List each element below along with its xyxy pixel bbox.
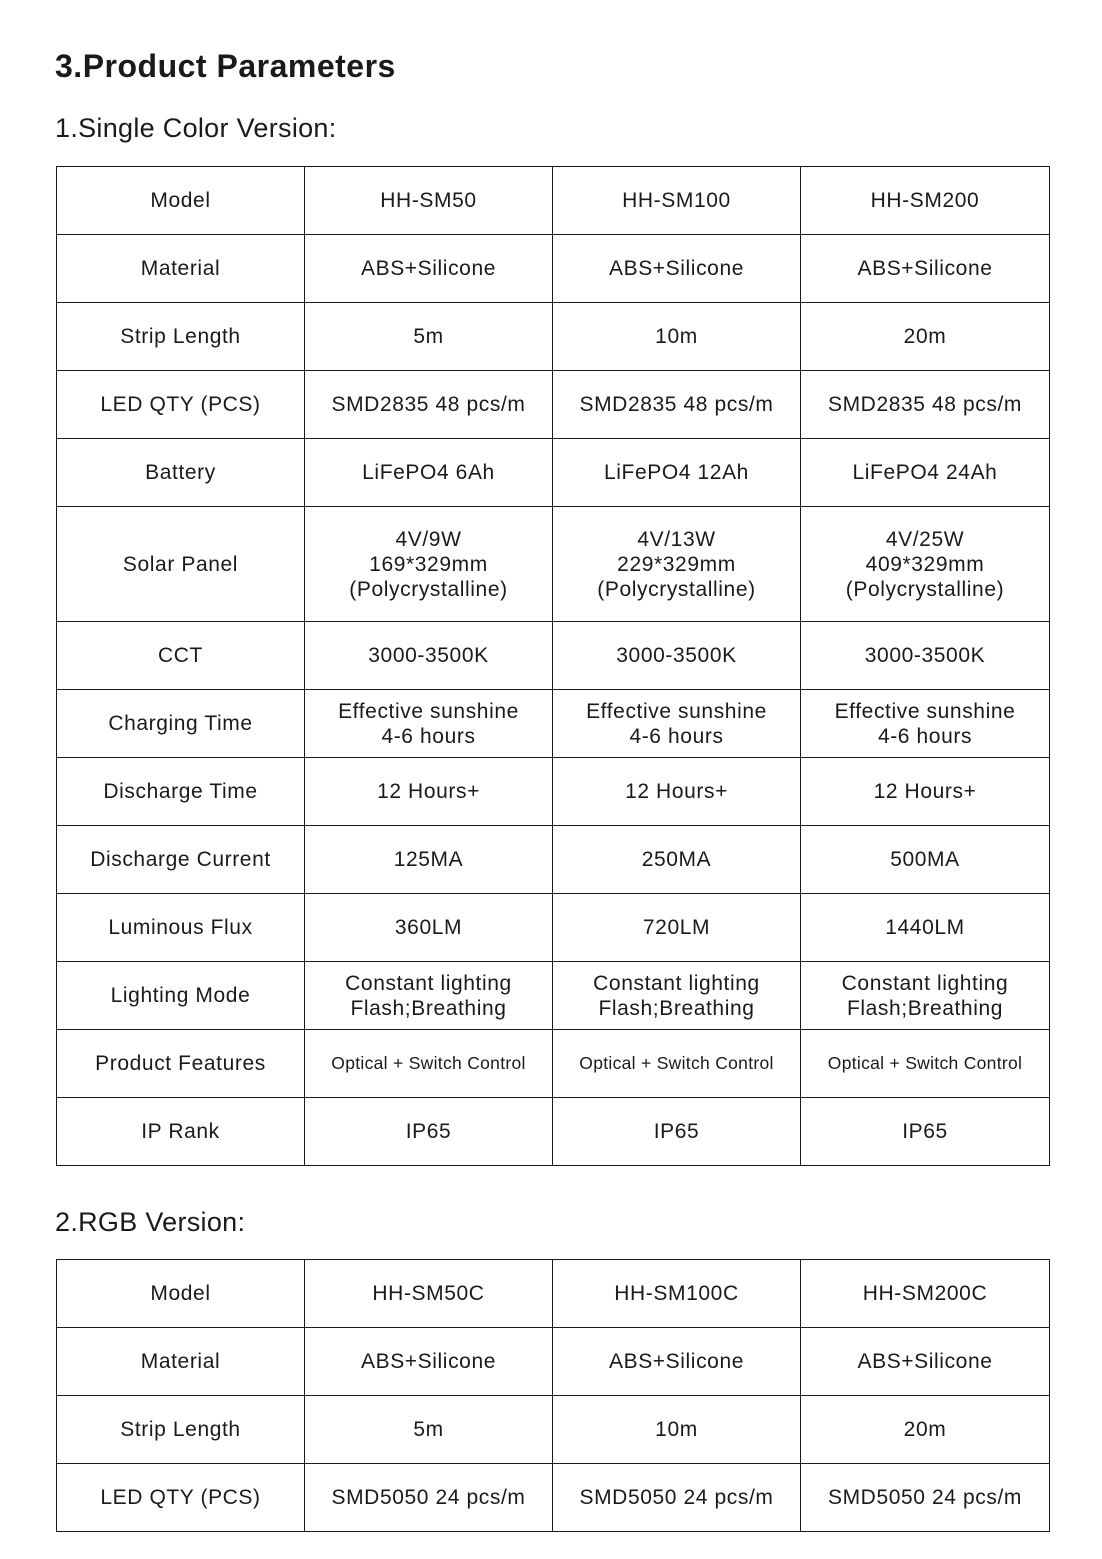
- table-row: [57, 235, 1050, 303]
- table-cell: 250MA: [553, 826, 801, 894]
- table-row: [57, 826, 1050, 894]
- table-cell: HH-SM100: [553, 167, 801, 235]
- table-row: [57, 690, 1050, 758]
- table-cell: 10m: [553, 303, 801, 371]
- table-cell: 20m: [801, 303, 1050, 371]
- table-cell: Constant lighting Flash;Breathing: [801, 962, 1050, 1030]
- table-cell: 4V/9W 169*329mm (Polycrystalline): [305, 507, 553, 622]
- table-cell: LiFePO4 6Ah: [305, 439, 553, 507]
- row-label: Battery: [57, 439, 305, 507]
- table-row: [57, 894, 1050, 962]
- table-cell: Effective sunshine 4-6 hours: [553, 690, 801, 758]
- table-cell: SMD5050 24 pcs/m: [305, 1464, 553, 1532]
- single-color-spec-table: [56, 166, 1050, 1166]
- row-label: Model: [57, 167, 305, 235]
- table-cell: SMD2835 48 pcs/m: [305, 371, 553, 439]
- table-row: [57, 303, 1050, 371]
- single-color-heading: 1.Single Color Version:: [55, 113, 337, 143]
- page-title: 3.Product Parameters: [55, 48, 396, 84]
- row-label: Material: [57, 1328, 305, 1396]
- table-cell: 10m: [553, 1396, 801, 1464]
- table-row: [57, 1260, 1050, 1328]
- table-cell: IP65: [305, 1098, 553, 1166]
- row-label: Material: [57, 235, 305, 303]
- table-cell: 720LM: [553, 894, 801, 962]
- table-cell: HH-SM200: [801, 167, 1050, 235]
- rgb-spec-table: [56, 1259, 1050, 1532]
- row-label: Strip Length: [57, 303, 305, 371]
- table-cell: SMD2835 48 pcs/m: [801, 371, 1050, 439]
- table-cell: 3000-3500K: [305, 622, 553, 690]
- table-cell: ABS+Silicone: [305, 1328, 553, 1396]
- table-row: [57, 1464, 1050, 1532]
- table-cell: 5m: [305, 303, 553, 371]
- table-row: [57, 622, 1050, 690]
- row-label: Model: [57, 1260, 305, 1328]
- table-cell: ABS+Silicone: [801, 235, 1050, 303]
- row-label: Discharge Time: [57, 758, 305, 826]
- table-cell: HH-SM50: [305, 167, 553, 235]
- table-cell: 4V/13W 229*329mm (Polycrystalline): [553, 507, 801, 622]
- table-cell: 5m: [305, 1396, 553, 1464]
- table-cell: HH-SM50C: [305, 1260, 553, 1328]
- table-row: [57, 1396, 1050, 1464]
- table-row: [57, 962, 1050, 1030]
- table-cell: 12 Hours+: [801, 758, 1050, 826]
- row-label: LED QTY (PCS): [57, 1464, 305, 1532]
- table-cell: Optical + Switch Control: [801, 1030, 1050, 1098]
- table-cell: 3000-3500K: [801, 622, 1050, 690]
- table-cell: SMD5050 24 pcs/m: [801, 1464, 1050, 1532]
- table-cell: Constant lighting Flash;Breathing: [553, 962, 801, 1030]
- table-cell: 500MA: [801, 826, 1050, 894]
- table-row: [57, 507, 1050, 622]
- table-cell: Effective sunshine 4-6 hours: [305, 690, 553, 758]
- table-cell: Optical + Switch Control: [553, 1030, 801, 1098]
- table-cell: Effective sunshine 4-6 hours: [801, 690, 1050, 758]
- rgb-heading: 2.RGB Version:: [55, 1207, 246, 1237]
- row-label: IP Rank: [57, 1098, 305, 1166]
- table-cell: IP65: [801, 1098, 1050, 1166]
- row-label: CCT: [57, 622, 305, 690]
- row-label: Luminous Flux: [57, 894, 305, 962]
- table-row: [57, 758, 1050, 826]
- table-cell: 20m: [801, 1396, 1050, 1464]
- table-cell: 360LM: [305, 894, 553, 962]
- table-cell: SMD2835 48 pcs/m: [553, 371, 801, 439]
- table-row: [57, 1030, 1050, 1098]
- table-row: [57, 167, 1050, 235]
- table-cell: ABS+Silicone: [553, 1328, 801, 1396]
- row-label: Discharge Current: [57, 826, 305, 894]
- table-cell: 12 Hours+: [553, 758, 801, 826]
- table-cell: Constant lighting Flash;Breathing: [305, 962, 553, 1030]
- row-label: Strip Length: [57, 1396, 305, 1464]
- table-cell: 3000-3500K: [553, 622, 801, 690]
- table-cell: IP65: [553, 1098, 801, 1166]
- table-row: [57, 1098, 1050, 1166]
- table-cell: Optical + Switch Control: [305, 1030, 553, 1098]
- row-label: Product Features: [57, 1030, 305, 1098]
- table-cell: LiFePO4 12Ah: [553, 439, 801, 507]
- table-cell: LiFePO4 24Ah: [801, 439, 1050, 507]
- row-label: LED QTY (PCS): [57, 371, 305, 439]
- table-cell: ABS+Silicone: [553, 235, 801, 303]
- table-cell: 12 Hours+: [305, 758, 553, 826]
- table-cell: HH-SM200C: [801, 1260, 1050, 1328]
- table-cell: ABS+Silicone: [801, 1328, 1050, 1396]
- row-label: Solar Panel: [57, 507, 305, 622]
- table-row: [57, 371, 1050, 439]
- table-cell: SMD5050 24 pcs/m: [553, 1464, 801, 1532]
- table-cell: HH-SM100C: [553, 1260, 801, 1328]
- row-label: Lighting Mode: [57, 962, 305, 1030]
- row-label: Charging Time: [57, 690, 305, 758]
- table-cell: 1440LM: [801, 894, 1050, 962]
- table-row: [57, 1328, 1050, 1396]
- table-cell: 4V/25W 409*329mm (Polycrystalline): [801, 507, 1050, 622]
- table-cell: ABS+Silicone: [305, 235, 553, 303]
- table-cell: 125MA: [305, 826, 553, 894]
- table-row: [57, 439, 1050, 507]
